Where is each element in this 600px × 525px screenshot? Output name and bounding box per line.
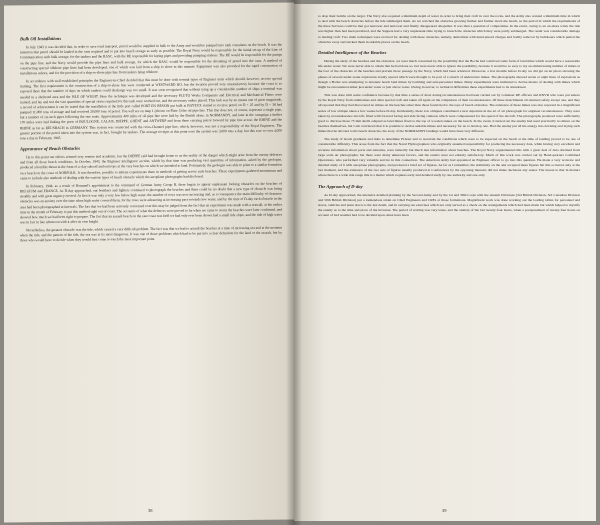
paragraph: In July 1943 it was decided that, in order to save road transport, petrol would be supplied in bulk to the Army and would be pumped into tank containers on the beach. It was the intention that petrol should be landed in the cans required and to put into beach storage as early as possible. The Royal Navy would be responsible for the initial set-up of the Line of Communication with bulk storage, for the tankers and the RASC, with the RE responsible for laying pipes and providing pumping stations. The RE would be responsible for the pumps on the pipe line, and the Navy would provide the pipe lines and bulk storage, for which the RASC would be responsible for the decanting of petrol into the cans. A method of constructing special offshore pipe lines had been developed, one of which was laid from a ship to shore in this manner. Equipment was also provided for the rapid construction of installations ashore, and for the provision of a ship-to-shore pipe line from tankers lying offshore. — [20, 42, 282, 76]
page-number: 39 — [442, 508, 447, 513]
paragraph: to drop their bombs on the target. The Navy also required a minimum depth of water in order to bring their craft in over the rocks, and the Army also wanted a minimum time in which to deal with the beach obstacles before the tide submerged them. As we watched the obstacles growing further and further down the beach, so the period in which the requirements of the three Services could be met got narrower and narrower and finally disappeared altogether. It was then a question of compromise. In the event, owing to an on-shore wind, the tide was higher than had been predicted, and the Sappers had a very unpleasant time trying to breach the obstacles which they were partly submerged. The result was considerable damage to landing craft. Two main techniques were evolved for dealing with these obstacles, namely, demolition with hand-placed charges and bodily removal by bulldozers which pulled the obstacles away and stacked them in suitable places on the beach. — [318, 14, 580, 44]
section-heading: The Approach of D-day — [318, 183, 363, 189]
paragraph: In accordance with well-established principles the Engineer-in-Chief decided that this must be done with normal types of Engineer units which should, however, receive special training. The first requirement is the construction of a ship-to-shore line were conducted at WESTWARD HO, but the location proved very unsatisfactory because the coast is so exposed there that the number of days on which tankers could discharge was too small. It was soon recognised that without tying up a considerable number of ships a terminal was needed in a sheltered area and the ISLE OF WIGHT. Here the technique was developed and the necessary PLUTO Works Companies and Electrical and Mechanical Fitters were trained, and lay and test the vast quantities of special stores required for this task were worked out, and the necessary orders placed. This task was by no means one of great magnitude, a record of achievement it can be stated that the installation at the little port called PORT EN BESSIN put bulk at BAYEUX started to receive petrol on D + 25 and by D + 38 had pumped 11,000 tons of storage and had received 20,000 tons of petrol. You will see on map 1 (shown on Plate 3) the oil pipe line. This line does not, of course, represent a single pipe, but a number of six-inch pipes following the one route. Approximately 400 miles of oil pipe line were laid by the British alone, in NORMANDY, and later in the campaign a further 170 miles were laid linking the ports of BOULOGNE, CALAIS, DIEPPE, GHENT and ANTWERP and from there carrying petrol forward by pipe line across the RHINE and the RHINE as far as REUSBACH in GERMANY. This system was connected with the cross-Channel pipe line, which, however, was not a responsibility of the Royal Engineers. The greater portion of the petrol taken into the system was, in fact, brought by tankers. The average receipts at this point over the system was 3,000 tons a day, but this rose to over 4,000 tons a day in February, 1945. — [20, 76, 282, 141]
left-text-column — [20, 29, 282, 247]
section-heading: Detailed Intelligence of the Beaches — [318, 49, 387, 55]
paragraph: As D-day approached, the intensive detailed planning by the Second Army and by the 1st and 30th Corps with the Assault Divisions (3rd British Division, 3rd Canadian Division and 50th British Division) put a tremendous strain on Chief Engineers and CREs at those formations. Magnificent work was done working out the loading tables for personnel and stores, vehicles and plant down to the last detail, and in carrying out exercises which not only served as a check on the arrangements which had been made but which helped to mystify the enemy as to the time and place of the invasion. The period of waiting was very tense, and the anxiety of the last twenty-four hours, when a postponement of twenty-four hours on account of bad weather had to be decided upon, must have been — [318, 192, 580, 218]
section-heading: Bulk Oil Installations — [20, 35, 62, 42]
section-heading: Appearance of Beach Obstacles — [20, 145, 81, 152]
paragraph: Up to this point our efforts seemed very remote and academic, but the DIEPPE raid had brought home to us the reality of the danger which might arise from the enemy defences and from all those beach conditions. In October, 1943, the Engineer intelligence section, which by that time was producing vast quantities of information, asked by the geologist, produced a horrible threat in the form of a clay subsoil and outcrops at the very beaches on which we intended to land. Fortunately, the geologist was able to point to a similar formation on a beach on the coast of NORFOLK. It was therefore, possible to initiate experiments there in methods of getting across such beaches. These experiments gathered momentum and came to include also methods of dealing with the various types of beach obstacle which the aeroplane photographs had disclosed. — [20, 152, 282, 181]
paragraph: Nevertheless, the greatest obstacle was the tide, which caused a very difficult problem. The fact was that we had to assault the beaches at a time of increasing sea and at the moment when the tide, and the pattern of the tide, the sea was at its most dangerous. It was one of those problems which had to be put into a clear definition for the land or the assault, but by those who would have to decide when they would first come to touch the most important point. — [20, 225, 282, 243]
paragraph: This was done with some confidence because by that time a series of most daring reconnaissances had been carried out by volunteer RE officers and RNVR who were put ashore by the Royal Navy from submarines and other special craft and taken off again on the completion of their reconnaissance. Of these detachments all returned safely except one, and they all reported that they had discovered no mines on the beaches other than those found tied to the tops of beach obstacles. The existence of these mines was also reported in a magnificent series of low oblique taken a few weeks before D-day. Incidentally, these low obliques constituted a new departure in the art of air photograph for engineer reconnaissance. They were taken by reconnaissance aircraft, fitted with forward facing and side facing cameras which were compensated for the speed of the aircraft. The photographs produced were sufficiently good to disclose those 75 mm shells adapted as land mines fixed to the top of wooden stakes on the beach. In the event, it turned out the enemy had used practically no mines on the beaches themselves, but I am convinced that it is possible to devise suitable mines and necessary for us to develop one. Had the enemy put all his energy into devising and laying such mines that he devoted to his beach obstacles, the story of the NORMANDY landings would have been very different. — [318, 93, 580, 134]
paragraph: In February, 1944, as a result of Rommel's appointment to the command of German Army Group B, there began to appear unpleasant looking obstacles on the beaches of BELGIUM and FRANCE. As D-day approached, our bombers and fighters continued to photograph the beaches and there could be no doubt that a new type of obstacle was being steadily and with great urgency erected. At first it was only a very few below high water, the number of rows was now increasing and, as a consequence the main difficulty of clearance obstacles was an anxiety over the time when high water covered them, for the rows were advancing at increasing pace towards low water, and by the time of D-day each obstacle in the area had been photographed at intervals. The fact that we had been seriously concerned over this may be judged from the fact that an experiment was made with a seawall, at the earlier time in the month of February to put this method right out of court. The accounts of what the defences were proved to be when we came to storm the beaches were later confirmed, and showed how much we had been right to prepare. The fact that an assault beach on the east coast was held we had only ever been shown had a small tide slope, and the tide of high water was in fact in late afternoon with it after its own height. — [20, 181, 282, 225]
page-number: 38 — [148, 507, 153, 514]
paragraph: The study of beach gradients and tides to determine H-hour and to ascertain the conditions which were to be expected on the beach at the time of landing proved to be one of considerable difficulty. This arose from the fact that the Naval Hydrographers who originally assumed responsibility for producing the necessary data, while having very excellent and accurate information about ports and estuaries, were naturally but much less information about beaches. The Royal Navy supplemented this with a great deal of data obtained from large scale air photographs; but there were many unknown factors, and the results were not entirely satisfactory. Much of this work was carried out by Head-quarters Combined Operations, who performed very valuable service in this connection. The American Army had appointed an Engineer officer to go into this question. He made a very accurate and detailed study of it with aeroplane photographs, and produced a brief set of figures. As far as I remember, the Admiralty on the and accepted these figures but this occurred only at the last moment, and the existence of the two sets of figures usually produced at Conferences by the opposing interests did not make decisions any easier. The lesson is that in matters where there is a wide tide range this is a matter which requires early and detailed study by one authority and one only. — [318, 137, 580, 178]
right-text-column — [318, 14, 580, 221]
paragraph: During the study of the beaches and the obstacles, we were much concerned by the possibility that the Boche had contrived some form of land mine which would have a reasonable life under water. We were never able to obtain that he had done so, but were never able to ignore the possibility, because it would be so easy to lay an embarrassing number of mines at the foot of the obstacles of the beaches and prevent more passage by the Navy, which had been achieved. Moreover, a few months before D-day we did get an air photo showing the phases of several under-water explosions evenly spaced which were thought to be part of a stretch of underwater mines. The photographs showed seven or eight lines of explosions as though a Boche was attempting to detonate beach land mines by bombing and anti-personnel mines. Many experiments were instituted to devise means of dealing with mines which might be encountered either just under water or just above water. Owing, however, to technical difficulties these experiments had to be abandoned. — [318, 59, 580, 89]
left-page — [4, 2, 294, 522]
right-page — [294, 4, 596, 521]
book-gutter — [286, 0, 302, 525]
